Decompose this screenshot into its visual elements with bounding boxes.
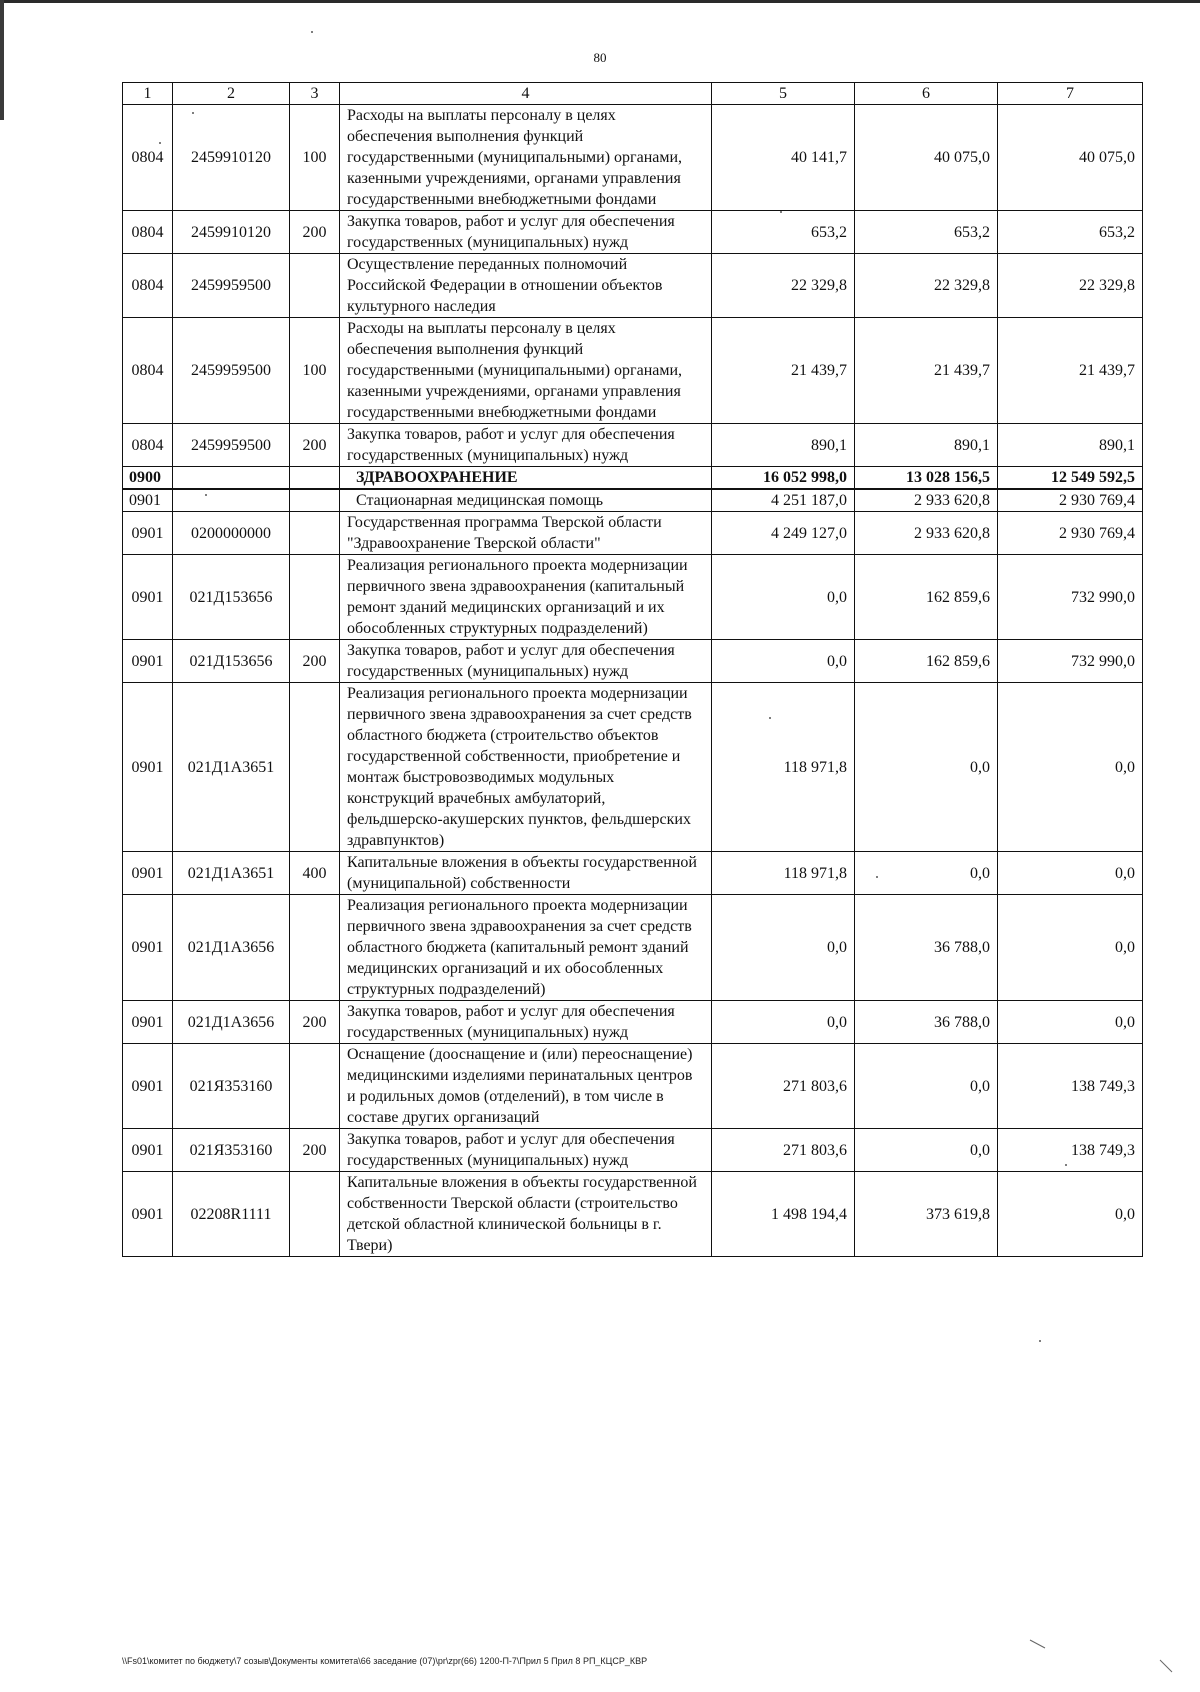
expense-type-cell bbox=[290, 1044, 340, 1129]
table-row bbox=[123, 555, 1143, 640]
amount-col7-cell: 0,0 bbox=[998, 1001, 1143, 1044]
amount-col7-cell: 2 930 769,4 bbox=[998, 512, 1143, 555]
expense-type-cell: 100 bbox=[290, 105, 340, 211]
amount-col6-cell: 2 933 620,8 bbox=[855, 512, 998, 555]
amount-col6-cell: 162 859,6 bbox=[855, 555, 998, 640]
amount-col6-cell: 653,2 bbox=[855, 211, 998, 254]
amount-col5-cell: 0,0 bbox=[712, 640, 855, 683]
table-row bbox=[123, 640, 1143, 683]
table-row bbox=[123, 1172, 1143, 1257]
description-cell: Закупка товаров, работ и услуг для обеспечения государственных (муниципальных) нужд bbox=[340, 424, 712, 467]
amount-col5-cell: 890,1 bbox=[712, 424, 855, 467]
amount-col7-cell: 40 075,0 bbox=[998, 105, 1143, 211]
target-code-cell bbox=[173, 489, 290, 512]
amount-col5-cell: 118 971,8 bbox=[712, 683, 855, 852]
budget-table bbox=[122, 82, 1143, 1257]
amount-col7-cell: 0,0 bbox=[998, 852, 1143, 895]
amount-col7-cell: 138 749,3 bbox=[998, 1044, 1143, 1129]
expense-type-cell bbox=[290, 555, 340, 640]
section-code-cell: 0901 bbox=[123, 1001, 173, 1044]
header-cell: 7 bbox=[998, 83, 1143, 105]
expense-type-cell: 200 bbox=[290, 1129, 340, 1172]
amount-col6-cell: 0,0 bbox=[855, 1044, 998, 1129]
description-cell: Капитальные вложения в объекты государственной собственности Тверской области (строительство детской областной клинической больницы в г. Твери) bbox=[340, 1172, 712, 1257]
amount-col7-cell: 890,1 bbox=[998, 424, 1143, 467]
amount-col5-cell: 21 439,7 bbox=[712, 318, 855, 424]
description-cell: Реализация регионального проекта модернизации первичного звена здравоохранения (капитальный ремонт зданий медицинских организаций и их обособленных структурных подразделений) bbox=[340, 555, 712, 640]
section-code-cell: 0901 bbox=[123, 489, 173, 512]
section-code-cell: 0900 bbox=[123, 467, 173, 490]
amount-col7-cell: 21 439,7 bbox=[998, 318, 1143, 424]
section-code-cell: 0901 bbox=[123, 1172, 173, 1257]
amount-col7-cell: 0,0 bbox=[998, 1172, 1143, 1257]
expense-type-cell bbox=[290, 254, 340, 318]
target-code-cell: 2459959500 bbox=[173, 424, 290, 467]
header-cell: 4 bbox=[340, 83, 712, 105]
expense-type-cell: 400 bbox=[290, 852, 340, 895]
amount-col5-cell: 4 249 127,0 bbox=[712, 512, 855, 555]
section-total-row bbox=[123, 467, 1143, 490]
header-cell: 3 bbox=[290, 83, 340, 105]
amount-col6-cell: 40 075,0 bbox=[855, 105, 998, 211]
amount-col5-cell: 653,2 bbox=[712, 211, 855, 254]
description-cell: Закупка товаров, работ и услуг для обеспечения государственных (муниципальных) нужд bbox=[340, 640, 712, 683]
target-code-cell: 021Д1А3656 bbox=[173, 895, 290, 1001]
expense-type-cell: 200 bbox=[290, 1001, 340, 1044]
target-code-cell: 021Д1А3651 bbox=[173, 852, 290, 895]
table-row bbox=[123, 1001, 1143, 1044]
target-code-cell: 021Д153656 bbox=[173, 555, 290, 640]
description-cell: Закупка товаров, работ и услуг для обеспечения государственных (муниципальных) нужд bbox=[340, 1129, 712, 1172]
amount-col6-cell: 36 788,0 bbox=[855, 895, 998, 1001]
amount-col5-cell: 118 971,8 bbox=[712, 852, 855, 895]
section-code-cell: 0901 bbox=[123, 683, 173, 852]
section-code-cell: 0804 bbox=[123, 254, 173, 318]
target-code-cell: 2459910120 bbox=[173, 211, 290, 254]
header-cell: 2 bbox=[173, 83, 290, 105]
description-cell: Расходы на выплаты персоналу в целях обеспечения выполнения функций государственными (муниципальными) органами, казенными учреждениями, органами управления государственными внебюджетными фондами bbox=[340, 105, 712, 211]
amount-col5-cell: 22 329,8 bbox=[712, 254, 855, 318]
description-cell: Расходы на выплаты персоналу в целях обеспечения выполнения функций государственными (муниципальными) органами, казенными учреждениями, органами управления государственными внебюджетными фондами bbox=[340, 318, 712, 424]
amount-col6-cell: 36 788,0 bbox=[855, 1001, 998, 1044]
expense-type-cell bbox=[290, 1172, 340, 1257]
table-row bbox=[123, 424, 1143, 467]
header-row bbox=[123, 83, 1143, 105]
description-cell: ЗДРАВООХРАНЕНИЕ bbox=[340, 467, 712, 490]
description-cell: Реализация регионального проекта модернизации первичного звена здравоохранения за счет средств областного бюджета (капитальный ремонт зданий медицинских организаций и их обособленных структурных подразделений) bbox=[340, 895, 712, 1001]
description-cell: Закупка товаров, работ и услуг для обеспечения государственных (муниципальных) нужд bbox=[340, 211, 712, 254]
amount-col6-cell: 21 439,7 bbox=[855, 318, 998, 424]
description-cell: Стационарная медицинская помощь bbox=[340, 489, 712, 512]
target-code-cell: 02208R1111 bbox=[173, 1172, 290, 1257]
table-row bbox=[123, 512, 1143, 555]
expense-type-cell: 200 bbox=[290, 424, 340, 467]
expense-type-cell bbox=[290, 683, 340, 852]
amount-col5-cell: 40 141,7 bbox=[712, 105, 855, 211]
section-code-cell: 0804 bbox=[123, 318, 173, 424]
description-cell: Реализация регионального проекта модернизации первичного звена здравоохранения за счет средств областного бюджета (строительство объектов государственной собственности, приобретение и монтаж быстровозводимых модульных конструкций врачебных амбулаторий, фельдшерско-акушерских пунктов, фельдшерских здравпунктов) bbox=[340, 683, 712, 852]
amount-col6-cell: 0,0 bbox=[855, 683, 998, 852]
section-code-cell: 0901 bbox=[123, 1044, 173, 1129]
target-code-cell: 0200000000 bbox=[173, 512, 290, 555]
section-code-cell: 0804 bbox=[123, 424, 173, 467]
expense-type-cell bbox=[290, 512, 340, 555]
amount-col6-cell: 0,0 bbox=[855, 852, 998, 895]
amount-col6-cell: 162 859,6 bbox=[855, 640, 998, 683]
amount-col5-cell: 4 251 187,0 bbox=[712, 489, 855, 512]
table-row bbox=[123, 318, 1143, 424]
amount-col5-cell: 0,0 bbox=[712, 1001, 855, 1044]
amount-col6-cell: 890,1 bbox=[855, 424, 998, 467]
table-row bbox=[123, 1044, 1143, 1129]
amount-col7-cell: 12 549 592,5 bbox=[998, 467, 1143, 490]
expense-type-cell: 100 bbox=[290, 318, 340, 424]
amount-col6-cell: 2 933 620,8 bbox=[855, 489, 998, 512]
amount-col5-cell: 16 052 998,0 bbox=[712, 467, 855, 490]
scan-border-top bbox=[0, 0, 1200, 3]
description-cell: Оснащение (дооснащение и (или) переоснащение) медицинскими изделиями перинатальных центров и родильных домов (отделений), в том числе в составе других организаций bbox=[340, 1044, 712, 1129]
subsection-row bbox=[123, 489, 1143, 512]
page-number: 80 bbox=[593, 50, 607, 65]
amount-col6-cell: 13 028 156,5 bbox=[855, 467, 998, 490]
header-cell: 5 bbox=[712, 83, 855, 105]
target-code-cell: 021Д1А3656 bbox=[173, 1001, 290, 1044]
target-code-cell: 2459910120 bbox=[173, 105, 290, 211]
table-row bbox=[123, 852, 1143, 895]
target-code-cell bbox=[173, 467, 290, 490]
amount-col7-cell: 732 990,0 bbox=[998, 640, 1143, 683]
section-code-cell: 0901 bbox=[123, 640, 173, 683]
amount-col5-cell: 271 803,6 bbox=[712, 1044, 855, 1129]
section-code-cell: 0901 bbox=[123, 512, 173, 555]
amount-col5-cell: 0,0 bbox=[712, 555, 855, 640]
amount-col5-cell: 0,0 bbox=[712, 895, 855, 1001]
table-row bbox=[123, 254, 1143, 318]
target-code-cell: 021Я353160 bbox=[173, 1044, 290, 1129]
amount-col5-cell: 271 803,6 bbox=[712, 1129, 855, 1172]
header-cell: 1 bbox=[123, 83, 173, 105]
amount-col7-cell: 138 749,3 bbox=[998, 1129, 1143, 1172]
table-row bbox=[123, 1129, 1143, 1172]
expense-type-cell: 200 bbox=[290, 640, 340, 683]
description-cell: Государственная программа Тверской области "Здравоохранение Тверской области" bbox=[340, 512, 712, 555]
amount-col6-cell: 22 329,8 bbox=[855, 254, 998, 318]
target-code-cell: 021Д153656 bbox=[173, 640, 290, 683]
expense-type-cell: 200 bbox=[290, 211, 340, 254]
amount-col6-cell: 373 619,8 bbox=[855, 1172, 998, 1257]
section-code-cell: 0901 bbox=[123, 852, 173, 895]
description-cell: Капитальные вложения в объекты государственной (муниципальной) собственности bbox=[340, 852, 712, 895]
amount-col7-cell: 22 329,8 bbox=[998, 254, 1143, 318]
amount-col7-cell: 2 930 769,4 bbox=[998, 489, 1143, 512]
section-code-cell: 0901 bbox=[123, 555, 173, 640]
section-code-cell: 0804 bbox=[123, 211, 173, 254]
table-row bbox=[123, 683, 1143, 852]
expense-type-cell bbox=[290, 895, 340, 1001]
header-cell: 6 bbox=[855, 83, 998, 105]
amount-col7-cell: 732 990,0 bbox=[998, 555, 1143, 640]
amount-col7-cell: 0,0 bbox=[998, 895, 1143, 1001]
target-code-cell: 021Я353160 bbox=[173, 1129, 290, 1172]
description-cell: Закупка товаров, работ и услуг для обеспечения государственных (муниципальных) нужд bbox=[340, 1001, 712, 1044]
section-code-cell: 0901 bbox=[123, 1129, 173, 1172]
expense-type-cell bbox=[290, 489, 340, 512]
target-code-cell: 2459959500 bbox=[173, 318, 290, 424]
table-row bbox=[123, 895, 1143, 1001]
amount-col6-cell: 0,0 bbox=[855, 1129, 998, 1172]
table-row bbox=[123, 211, 1143, 254]
table-row bbox=[123, 105, 1143, 211]
amount-col5-cell: 1 498 194,4 bbox=[712, 1172, 855, 1257]
target-code-cell: 2459959500 bbox=[173, 254, 290, 318]
file-path-footer: \\Fs01\комитет по бюджету\7 созыв\Документы комитета\66 заседание (07)\pr\zpr(66) 1200-П-7\Прил 5 Прил 8 РП_КЦСР_КВР bbox=[122, 1656, 648, 1666]
expense-type-cell bbox=[290, 467, 340, 490]
section-code-cell: 0901 bbox=[123, 895, 173, 1001]
section-code-cell: 0804 bbox=[123, 105, 173, 211]
amount-col7-cell: 653,2 bbox=[998, 211, 1143, 254]
target-code-cell: 021Д1А3651 bbox=[173, 683, 290, 852]
description-cell: Осуществление переданных полномочий Российской Федерации в отношении объектов культурного наследия bbox=[340, 254, 712, 318]
amount-col7-cell: 0,0 bbox=[998, 683, 1143, 852]
